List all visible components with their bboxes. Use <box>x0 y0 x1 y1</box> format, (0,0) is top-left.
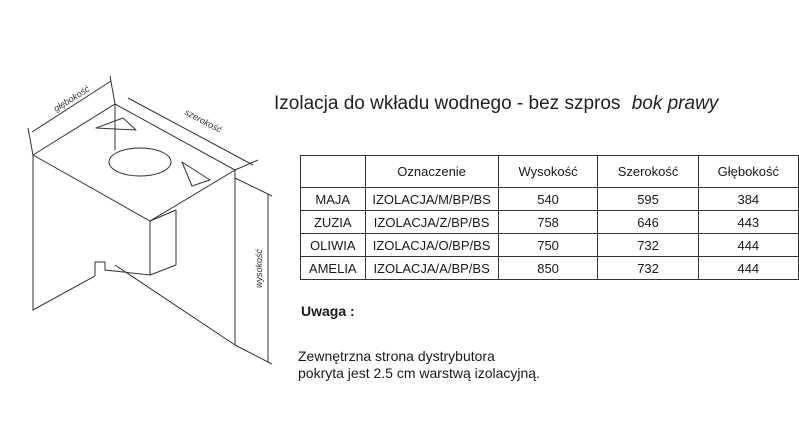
title-main: Izolacja do wkładu wodnego - bez szpros <box>274 93 621 114</box>
cell-code: IZOLACJA/O/BP/BS <box>365 234 498 257</box>
header-depth: Głębokość <box>698 156 798 188</box>
header-width: Szerokość <box>598 156 698 188</box>
header-model <box>301 156 366 188</box>
cell-height: 750 <box>498 234 598 257</box>
cell-code: IZOLACJA/Z/BP/BS <box>365 211 498 234</box>
insulation-diagram <box>0 0 300 448</box>
note-line-1: Zewnętrzna strona dystrybutora <box>298 348 495 364</box>
cell-model: OLIWIA <box>301 234 366 257</box>
header-code: Oznaczenie <box>365 156 498 188</box>
dimensions-table <box>300 155 799 280</box>
cell-code: IZOLACJA/A/BP/BS <box>365 257 498 280</box>
note-line-2: pokryta jest 2.5 cm warstwą izolacyjną. <box>298 365 540 381</box>
note-title: Uwaga : <box>301 303 355 319</box>
depth-label: głębokość <box>51 83 92 114</box>
cell-depth: 384 <box>698 188 798 211</box>
table-row <box>301 234 799 257</box>
cell-height: 850 <box>498 257 598 280</box>
right-face <box>150 221 176 275</box>
cell-model: AMELIA <box>301 257 366 280</box>
cell-model: ZUZIA <box>301 211 366 234</box>
width-label: szerokość <box>183 106 224 135</box>
title-side: bok prawy <box>631 93 719 114</box>
table-row <box>301 211 799 234</box>
header-height: Wysokość <box>498 156 598 188</box>
cell-width: 595 <box>598 188 698 211</box>
cell-model: MAJA <box>301 188 366 211</box>
height-label: wysokość <box>254 248 264 288</box>
table-row <box>301 188 799 211</box>
cell-depth: 443 <box>698 211 798 234</box>
cell-code: IZOLACJA/M/BP/BS <box>365 188 498 211</box>
cell-height: 758 <box>498 211 598 234</box>
cell-width: 732 <box>598 234 698 257</box>
table-row <box>301 257 799 280</box>
page-title <box>274 93 718 115</box>
cell-width: 646 <box>598 211 698 234</box>
cell-depth: 444 <box>698 234 798 257</box>
cell-width: 732 <box>598 257 698 280</box>
table-header-row <box>301 156 799 188</box>
cell-height: 540 <box>498 188 598 211</box>
cell-depth: 444 <box>698 257 798 280</box>
